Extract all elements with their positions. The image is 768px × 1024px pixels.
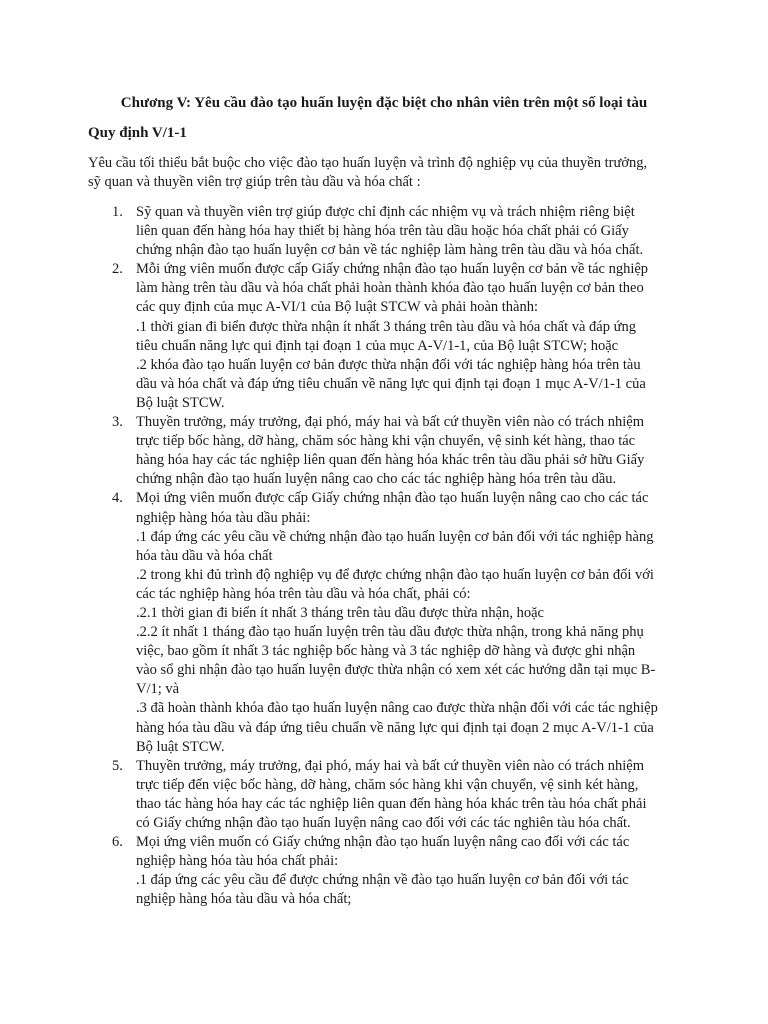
list-item-line: Thuyền trưởng, máy trưởng, đại phó, máy hai và bất cứ thuyền viên nào có trách nhiệm [136, 414, 645, 431]
list-item-line: tiêu chuẩn năng lực qui định tại đoạn 1 của mục A-V/1-1, của Bộ luật STCW; hoặc [136, 337, 619, 354]
list-item-line: Mỗi ứng viên muốn được cấp Giấy chứng nhận đào tạo huấn luyện cơ bản về tác nghiệp [136, 261, 649, 278]
list-item-line: làm hàng trên tàu dầu và hóa chất phải hoàn thành khóa đào tạo huấn luyện cơ bản theo [136, 280, 644, 297]
list-item-line: chứng nhận đào tạo huấn luyện cơ bản về tác nghiệp làm hàng trên tàu dầu và hóa chất. [136, 242, 644, 259]
list-item [112, 260, 692, 413]
list-item-line: nghiệp hàng hóa tàu dầu phải: [136, 509, 311, 526]
list-item-number: 6. [112, 834, 123, 851]
list-item-line: V/1; và [136, 681, 180, 698]
list-item-line: Sỹ quan và thuyền viên trợ giúp được chỉ định các nhiệm vụ và trách nhiệm riêng biệt [136, 204, 635, 220]
list-item-line: thao tác hàng hóa hay các tác nghiệp liên quan đến hàng hóa khác trên tàu hóa chất phải [136, 795, 647, 812]
list-item-line: nghiệp hàng hóa tàu dầu và hóa chất; [136, 891, 352, 908]
list-item-line: .2.1 thời gian đi biển ít nhất 3 tháng trên tàu dầu được thừa nhận, hoặc [136, 604, 544, 621]
list-item-number: 2. [112, 261, 123, 278]
list-item-line: .3 đã hoàn thành khóa đào tạo huấn luyện nâng cao được thừa nhận đối với các tác nghiệp [136, 700, 658, 717]
list-item-line: Bộ luật STCW. [136, 738, 225, 755]
list-item [112, 203, 692, 260]
list-item-line: chứng nhận đào tạo huấn luyện nâng cao cho các tác nghiệp hàng hóa trên tàu dầu. [136, 471, 617, 488]
list-item-line: .1 đáp ứng các yêu cầu để được chứng nhận về đào tạo huấn luyện cơ bản đối với tác [136, 872, 629, 889]
list-item-line: dầu và hóa chất và đáp ứng tiêu chuẩn về năng lực qui định tại đoạn 1 mục A-V/1-1 của [136, 375, 646, 392]
list-item-line: nghiệp hàng hóa tàu hóa chất phải: [136, 853, 339, 870]
list-item [112, 413, 692, 489]
intro-paragraph [88, 154, 688, 192]
list-item-line: Mọi ứng viên muốn được cấp Giấy chứng nhận đào tạo huấn luyện nâng cao cho các tác [136, 490, 649, 507]
list-item-line: hóa tàu dầu và hóa chất [136, 547, 273, 564]
list-item-line: việc, bao gồm ít nhất 3 tác nghiệp bốc hàng và 3 tác nghiệp dỡ hàng và được ghi nhận [136, 643, 636, 660]
list-item-line: các tác nghiệp hàng hóa trên tàu dầu và hóa chất, phải có: [136, 585, 471, 602]
list-item-line: hàng hóa hay các tác nghiệp liên quan đến hàng hóa khác trên tàu dầu phải sở hữu Giấy [136, 452, 645, 469]
list-item-line: .2 khóa đào tạo huấn luyện cơ bản được thừa nhận đối với tác nghiệp hàng hóa trên tàu [136, 356, 641, 373]
list-item-number: 1. [112, 204, 123, 220]
intro-line: Yêu cầu tối thiểu bắt buộc cho việc đào tạo huấn luyện và trình độ nghiệp vụ của thuyền trưởng, [88, 155, 648, 171]
list-item [112, 757, 692, 833]
list-item-number: 3. [112, 414, 123, 431]
list-item [112, 489, 692, 756]
list-item [112, 833, 692, 909]
list-item-line: Mọi ứng viên muốn có Giấy chứng nhận đào tạo huấn luyện nâng cao đối với các tác [136, 834, 630, 851]
list-item-number: 5. [112, 757, 123, 774]
list-item-line: liên quan đến hàng hóa hay thiết bị hàng hóa trên tàu dầu hoặc hóa chất phải có Giấy [136, 223, 629, 240]
list-item-line: .1 đáp ứng các yêu cầu về chứng nhận đào tạo huấn luyện cơ bản đối với tác nghiệp hàng [136, 528, 654, 545]
section-heading: Quy định V/1-1 [88, 125, 187, 141]
list-item-line: có Giấy chứng nhận đào tạo huấn luyện nâng cao đối với các tác nghiên tàu hóa chất. [136, 815, 631, 831]
list-item-line: .2.2 ít nhất 1 tháng đào tạo huấn luyện trên tàu dầu được thừa nhận, trong khả năng phụ [136, 624, 644, 641]
chapter-title: Chương V: Yêu cầu đào tạo huấn luyện đặc biệt cho nhân viên trên một số loại tàu [120, 95, 648, 111]
list-item-line: .1 thời gian đi biển được thừa nhận ít nhất 3 tháng trên tàu dầu và hóa chất và đáp ứng [136, 318, 636, 335]
list-item-line: .2 trong khi đủ trình độ nghiệp vụ để được chứng nhận đào tạo huấn luyện cơ bản đối với [136, 566, 654, 583]
list-item-number: 4. [112, 490, 123, 507]
list-item-line: Thuyền trưởng, máy trưởng, đại phó, máy hai và bất cứ thuyền viên nào có trách nhiệm [136, 757, 645, 774]
list-item-line: các quy định của mục A-VI/1 của Bộ luật STCW và phải hoàn thành: [136, 299, 539, 316]
numbered-list [112, 203, 692, 909]
list-item-line: Bộ luật STCW. [136, 394, 225, 411]
list-item-line: vào sổ ghi nhận đào tạo huấn luyện được thừa nhận có xem xét các hướng dẫn tại mục B- [136, 662, 656, 679]
list-item-line: hàng hóa tàu dầu và đáp ứng tiêu chuẩn về năng lực qui định tại đoạn 2 mục A-V/1-1 của [136, 719, 654, 736]
intro-line: sỹ quan và thuyền viên trợ giúp trên tàu dầu và hóa chất : [88, 174, 421, 190]
list-item-line: trực tiếp bốc hàng, dỡ hàng, chăm sóc hàng khi vận chuyển, vệ sinh két hàng, thao tác [136, 433, 636, 450]
list-item-line: trực tiếp đến việc bốc hàng, dỡ hàng, chăm sóc hàng khi vận chuyển, vệ sinh két hàng, [136, 776, 639, 793]
